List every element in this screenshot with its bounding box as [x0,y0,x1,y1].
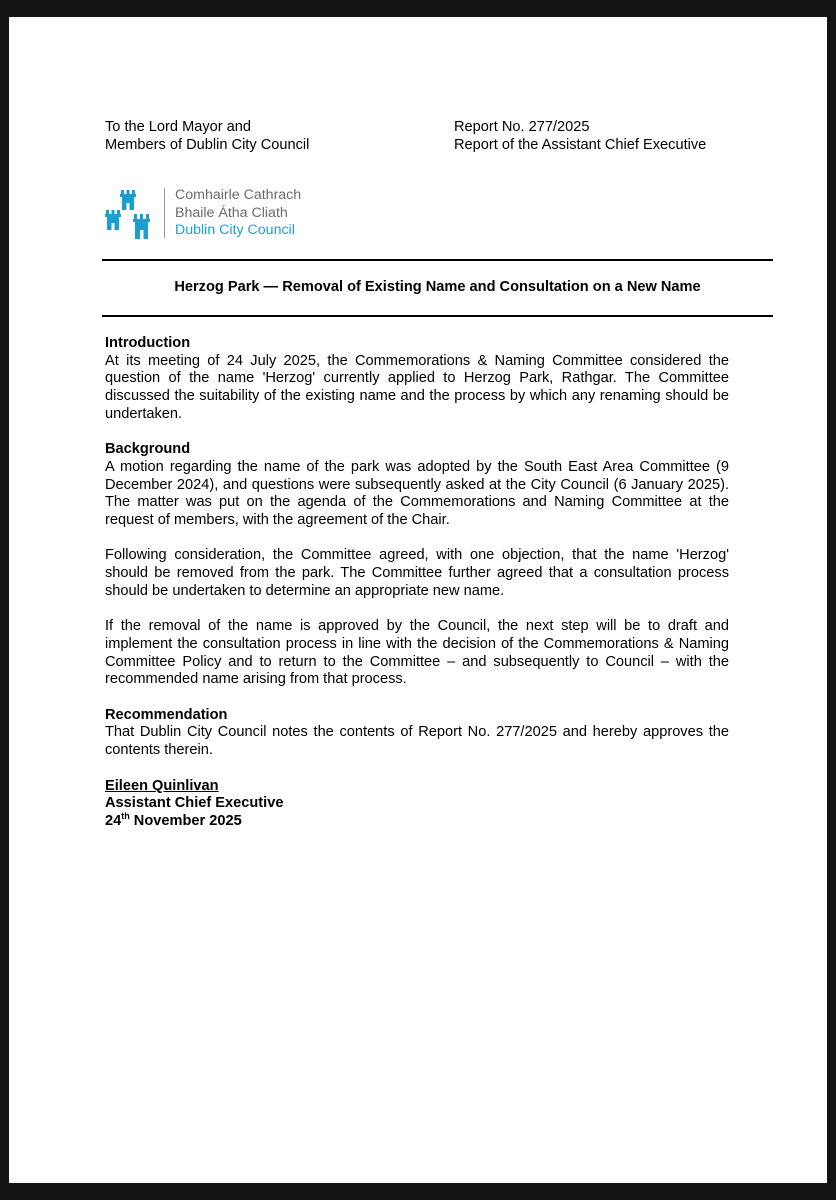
report-body [105,335,729,831]
background-paragraph-2: Following consideration, the Committee agreed, with one objection, that the name 'Herzog' should be removed from the park. The Committee further agreed that a consultation process should be undertaken to determine an appropriate new name. [105,547,729,599]
background-paragraph-3: If the removal of the name is approved by the Council, the next step will be to draft and implement the consultation process in line with the decision of the Commemorations & Naming Committee Policy and to return to the Committee – and subsequently to Council – with the recommended name arising from that process. [105,618,729,688]
logo-divider [164,188,165,238]
background-heading: Background [105,441,191,458]
document-page [9,17,827,1183]
recommendation-text: That Dublin City Council notes the contents of Report No. 277/2025 and hereby approves the contents therein. [105,724,729,759]
document-title: Herzog Park — Removal of Existing Name and Consultation on a New Name [174,279,701,295]
three-castles-icon [105,184,155,242]
recipient-line-2: Members of Dublin City Council [105,137,310,153]
report-number: Report No. 277/2025 [454,119,590,135]
introduction-text: At its meeting of 24 July 2025, the Commemorations & Naming Committee considered the question of the name 'Herzog' currently applied to Herzog Park, Rathgar. The Committee discussed the suitability of the existing name and the process by which any renaming should be undertaken. [105,352,729,422]
council-logo [105,184,335,244]
recipient-line-1: To the Lord Mayor and [105,119,252,135]
recommendation-heading: Recommendation [105,706,228,723]
logo-line-irish-1: Comhairle Cathrach [175,187,302,203]
background-paragraph-1: A motion regarding the name of the park was adopted by the South East Area Committee (9 December 2024), and questions were subsequently asked at the City Council (6 January 2025). The matter was put on the agenda of the Commemorations and Naming Committee at the request of members, with the agreement of the Chair. [105,458,729,529]
signatory-role: Assistant Chief Executive [105,795,284,812]
signature-date [105,813,729,831]
report-author: Report of the Assistant Chief Executive [454,137,707,153]
signature-block [105,778,729,831]
date-suffix: th [121,811,130,822]
signatory-name: Eileen Quinlivan [105,777,219,794]
report-info-block [454,118,706,154]
recipient-block [105,118,309,154]
logo-line-irish-2: Bhaile Átha Cliath [175,204,288,221]
logo-wordmark [175,187,301,240]
title-rule-top [102,259,773,261]
introduction-heading: Introduction [105,335,191,351]
date-day: 24 [105,812,122,829]
title-rule-bottom [102,315,773,317]
logo-line-english: Dublin City Council [175,222,295,238]
date-rest: November 2025 [129,812,242,829]
